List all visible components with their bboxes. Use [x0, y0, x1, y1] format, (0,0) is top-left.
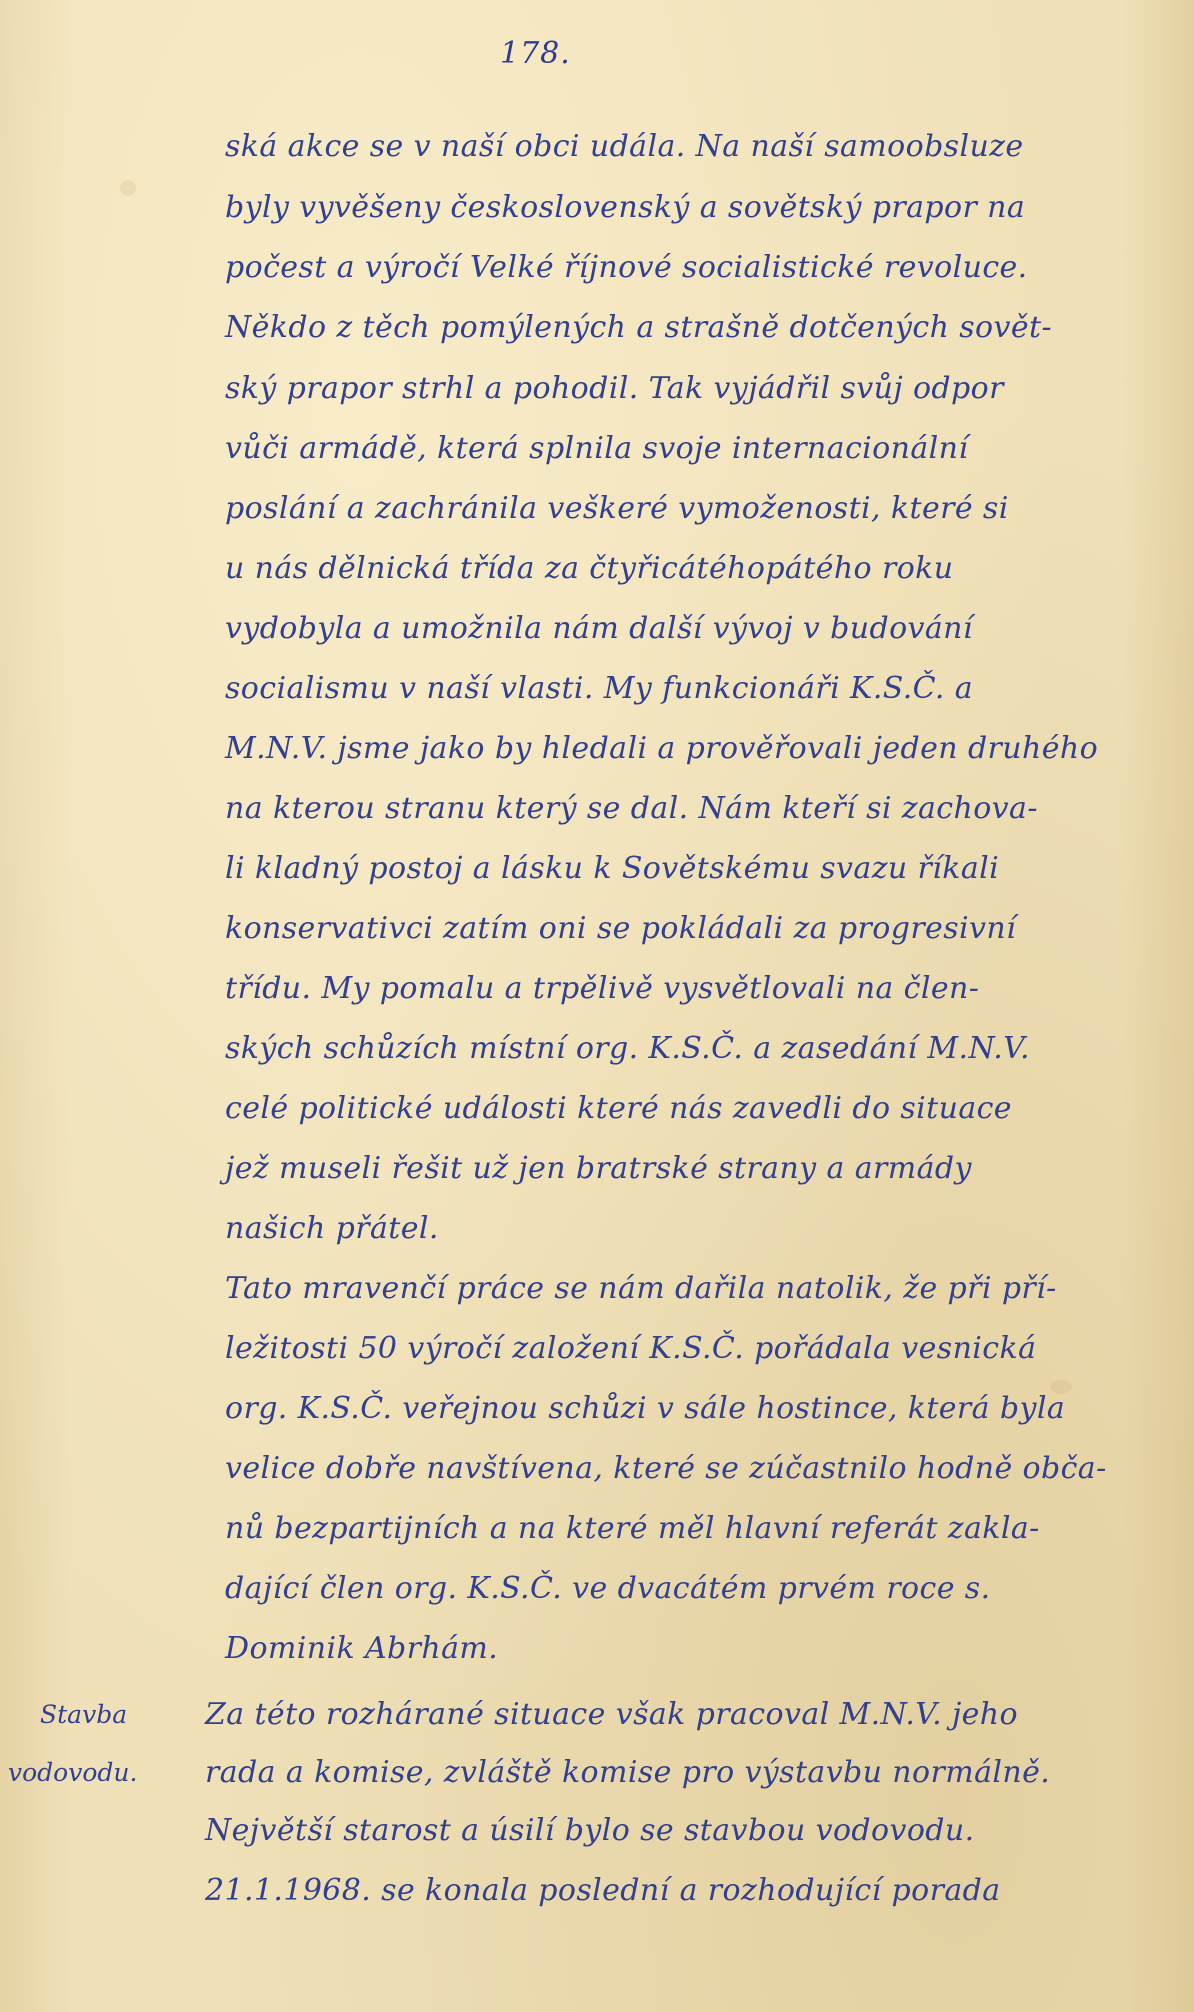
margin-note-vodovodu: vodovodu. — [8, 1758, 138, 1787]
text-line: dající člen org. K.S.Č. ve dvacátém prvém roce s. — [225, 1571, 991, 1606]
text-line: org. K.S.Č. veřejnou schůzi v sále hostince, která byla — [225, 1391, 1066, 1426]
text-line: li kladný postoj a lásku k Sovětskému svazu říkali — [225, 851, 1000, 886]
text-line: na kterou stranu který se dal. Nám kteří si zachova- — [225, 791, 1038, 826]
text-line: ský prapor strhl a pohodil. Tak vyjádřil svůj odpor — [225, 371, 1004, 406]
text-line: našich přátel. — [225, 1211, 439, 1246]
text-line: socialismu v naší vlasti. My funkcionáři K.S.Č. a — [225, 671, 974, 706]
text-line: počest a výročí Velké říjnové socialistické revoluce. — [225, 250, 1028, 285]
text-line: ležitosti 50 výročí založení K.S.Č. pořádala vesnická — [225, 1331, 1037, 1366]
text-line: nů bezpartijních a na které měl hlavní referát zakla- — [225, 1511, 1040, 1546]
text-line: velice dobře navštívena, které se zúčastnilo hodně obča- — [225, 1451, 1107, 1486]
text-line: 21.1.1968. se konala poslední a rozhodující porada — [205, 1873, 1001, 1908]
text-line: byly vyvěšeny československý a sovětský prapor na — [225, 190, 1026, 225]
text-line: M.N.V. jsme jako by hledali a prověřovali jeden druhého — [225, 731, 1099, 766]
margin-note-stavba: Stavba — [40, 1700, 128, 1729]
text-line: celé politické události které nás zavedli do situace — [225, 1091, 1012, 1126]
page-number: 178. — [500, 36, 571, 71]
text-line: poslání a zachránila veškeré vymoženosti, které si — [225, 491, 1009, 526]
text-line: vydobyla a umožnila nám další vývoj v budování — [225, 611, 973, 646]
text-line: u nás dělnická třída za čtyřicátéhopátého roku — [225, 551, 954, 586]
text-line: rada a komise, zvláště komise pro výstavbu normálně. — [205, 1755, 1051, 1790]
text-line: Největší starost a úsilí bylo se stavbou vodovodu. — [205, 1813, 975, 1848]
text-line: Za této rozhárané situace však pracoval M.N.V. jeho — [205, 1697, 1018, 1732]
text-line: ská akce se v naší obci udála. Na naší samoobsluze — [225, 129, 1024, 164]
text-line: konservativci zatím oni se pokládali za progresivní — [225, 911, 1017, 946]
text-line: vůči armádě, která splnila svoje internacionální — [225, 431, 969, 466]
text-line: jež museli řešit už jen bratrské strany a armády — [225, 1151, 972, 1186]
text-line: ských schůzích místní org. K.S.Č. a zasedání M.N.V. — [225, 1031, 1030, 1066]
text-line: třídu. My pomalu a trpělivě vysvětlovali na člen- — [225, 971, 980, 1006]
text-line: Někdo z těch pomýlených a strašně dotčených sovět- — [225, 310, 1052, 345]
text-line: Tato mravenčí práce se nám dařila natolik, že při pří- — [225, 1271, 1057, 1306]
text-line: Dominik Abrhám. — [225, 1631, 499, 1666]
paper-stain — [120, 180, 136, 196]
